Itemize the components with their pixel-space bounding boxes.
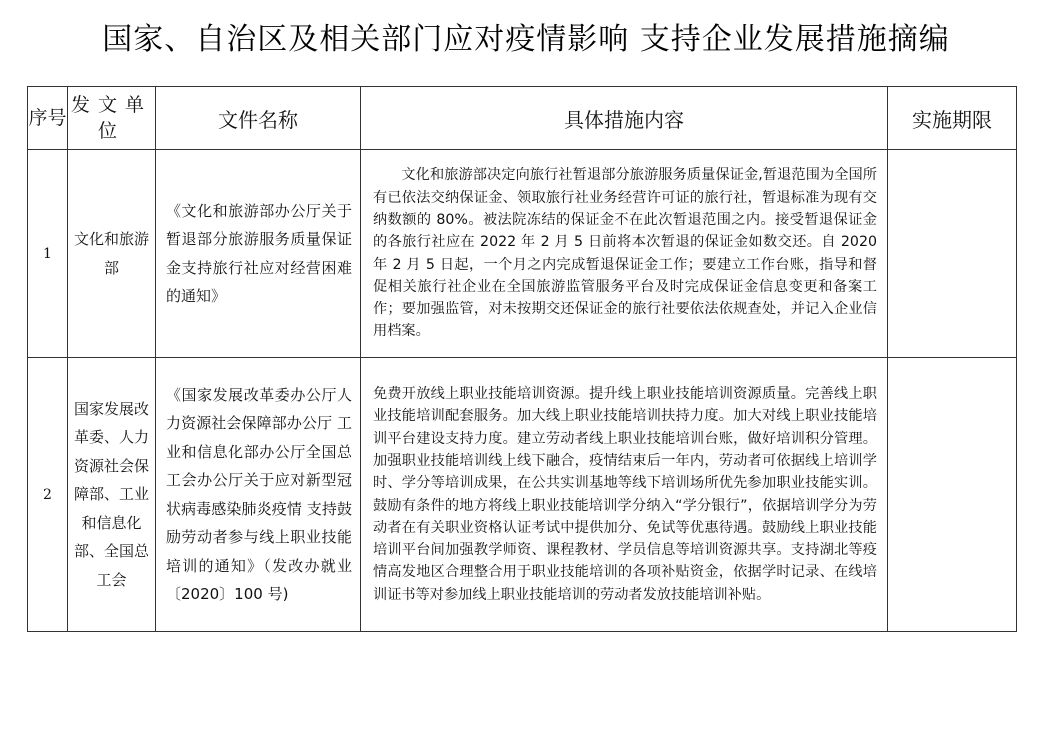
row-seq: 1 xyxy=(28,150,68,358)
header-unit: 发文单位 xyxy=(68,87,156,150)
row-seq: 2 xyxy=(28,358,68,632)
row-period xyxy=(888,150,1017,358)
header-seq: 序号 xyxy=(28,87,68,150)
table-row xyxy=(28,358,1017,632)
table-row xyxy=(28,150,1017,358)
table-header-row xyxy=(28,87,1017,150)
page-title: 国家、自治区及相关部门应对疫情影响 支持企业发展措施摘编 xyxy=(102,22,950,57)
header-content: 具体措施内容 xyxy=(361,87,888,150)
row-content: 文化和旅游部决定向旅行社暂退部分旅游服务质量保证金,暂退范围为全国所有已依法交纳保证金、领取旅行社业务经营许可证的旅行社，暂退标准为现有交纳数额的 80%。被法院冻结的保证金不在此次暂退范围之内。接受暂退保证金的各旅行社应在 2022 年 2 月 5 日前将本次暂退的保证金如数交还。自 2020 年 2 月 5 日起，一个月之内完成暂退保证金工作；要建立工作台账，指导和督促相关旅行社企业在全国旅游监管服务平台及时完成保证金信息变更和备案工作；要加强监管，对未按期交还保证金的旅行社要依法依规查处，并记入企业信用档案。 xyxy=(361,150,888,358)
row-unit: 文化和旅游部 xyxy=(68,150,156,358)
header-period: 实施期限 xyxy=(888,87,1017,150)
row-doc-name: 《国家发展改革委办公厅人力资源社会保障部办公厅 工业和信息化部办公厅全国总工会办公厅关于应对新型冠状病毒感染肺炎疫情 支持鼓励劳动者参与线上职业技能培训的通知》（发改办就业〔2020〕100 号) xyxy=(156,358,361,632)
header-doc: 文件名称 xyxy=(156,87,361,150)
row-doc-name: 《文化和旅游部办公厅关于暂退部分旅游服务质量保证金支持旅行社应对经营困难的通知》 xyxy=(156,150,361,358)
row-unit: 国家发展改革委、人力资源社会保障部、工业和信息化部、全国总工会 xyxy=(68,358,156,632)
row-content: 免费开放线上职业技能培训资源。提升线上职业技能培训资源质量。完善线上职业技能培训配套服务。加大线上职业技能培训扶持力度。加大对线上职业技能培训平台建设支持力度。建立劳动者线上职业技能培训台账，做好培训积分管理。加强职业技能培训线上线下融合，疫情结束后一年内，劳动者可依据线上培训学时、学分等培训成果，在公共实训基地等线下培训场所优先参加职业技能实训。鼓励有条件的地方将线上职业技能培训学分纳入“学分银行”，依据培训学分为劳动者在有关职业资格认证考试中提供加分、免试等优惠待遇。鼓励线上职业技能培训平台间加强教学师资、课程教材、学员信息等培训资源共享。支持湖北等疫情高发地区合理整合用于职业技能培训的各项补贴资金，依据学时记录、在线培训证书等对参加线上职业技能培训的劳动者发放技能培训补贴。 xyxy=(361,358,888,632)
row-period xyxy=(888,358,1017,632)
measures-table xyxy=(27,86,1017,632)
